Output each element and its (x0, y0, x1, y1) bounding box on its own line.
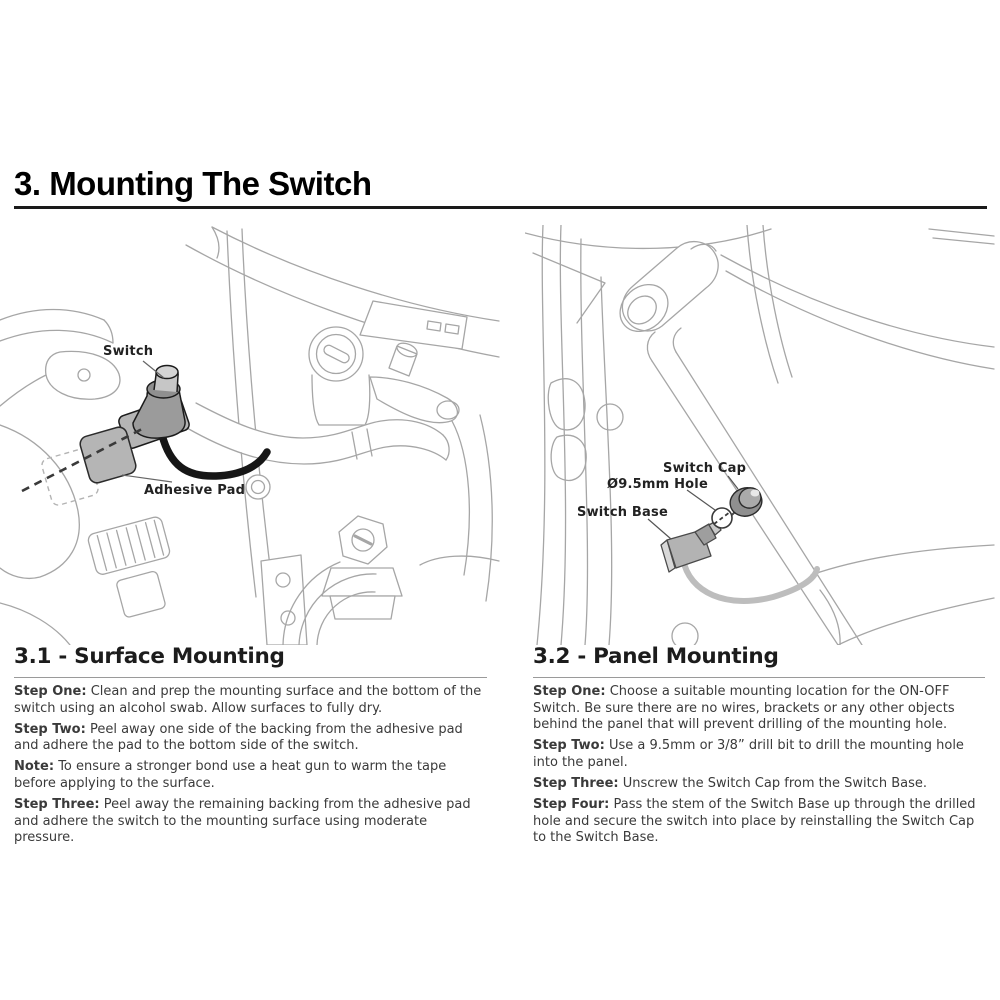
step-paragraph (533, 776, 989, 793)
step-text: Peel away the remaining backing from the adhesive pad and adhere the switch to the mounting surface using moderate pressure. (14, 797, 471, 846)
step-text: Choose a suitable mounting location for the ON-OFF Switch. Be sure there are no wires, brackets or any other objects behind the panel that will prevent drilling of the mounting hole. (533, 684, 955, 733)
hole-size-label: Ø9.5mm Hole (607, 477, 708, 492)
step-paragraph (14, 797, 491, 847)
step-paragraph (14, 722, 491, 755)
note-label: Note: (14, 759, 55, 775)
step-paragraph (14, 684, 491, 717)
step-text: Unscrew the Switch Cap from the Switch Base. (622, 775, 927, 791)
step-label: Step Three: (533, 775, 619, 791)
switch-wire (683, 559, 817, 601)
step-label: Step One: (14, 684, 87, 699)
section-divider (14, 677, 487, 678)
surface-mounting-diagram (0, 225, 500, 645)
title-divider (14, 206, 987, 209)
step-paragraph (533, 738, 989, 771)
note-text: To ensure a stronger bond use a heat gun to warm the tape before applying to the surface. (14, 759, 447, 791)
step-label: Step Three: (14, 797, 100, 813)
switch-label: Switch (103, 344, 154, 359)
section-heading-panel-mounting: 3.2 - Panel Mounting (533, 644, 779, 669)
step-paragraph (533, 684, 989, 734)
section-heading-surface-mounting: 3.1 - Surface Mounting (14, 644, 285, 669)
step-label: Step Two: (533, 738, 605, 754)
step-label: Step Two: (14, 721, 86, 737)
panel-mounting-steps (533, 684, 989, 851)
step-text: Pass the stem of the Switch Base up through the drilled hole and secure the switch into place by reinstalling the Switch Cap to the Switch Base. (533, 797, 976, 846)
switch-cap-label: Switch Cap (663, 461, 747, 476)
frame-line-art (525, 225, 995, 645)
surface-mounting-steps (14, 684, 491, 851)
switch-base-illustration (661, 521, 721, 572)
switch-base-label: Switch Base (577, 505, 668, 520)
step-text: Peel away one side of the backing from the adhesive pad and adhere the pad to the bottom side of the switch. (14, 721, 463, 754)
panel-mounting-diagram (525, 225, 995, 645)
section-divider (533, 677, 985, 678)
step-text: Clean and prep the mounting surface and the bottom of the switch using an alcohol swab. Allow surfaces to fully dry. (14, 684, 482, 716)
step-label: Step Four: (533, 797, 610, 813)
note-paragraph (14, 759, 491, 792)
step-paragraph (533, 797, 989, 847)
handlebar-line-art (0, 225, 500, 645)
adhesive-pad-label: Adhesive Pad (144, 483, 246, 498)
page-title: 3. Mounting The Switch (14, 165, 372, 202)
step-label: Step One: (533, 684, 606, 699)
step-text: Use a 9.5mm or 3/8” drill bit to drill the mounting hole into the panel. (533, 738, 964, 770)
